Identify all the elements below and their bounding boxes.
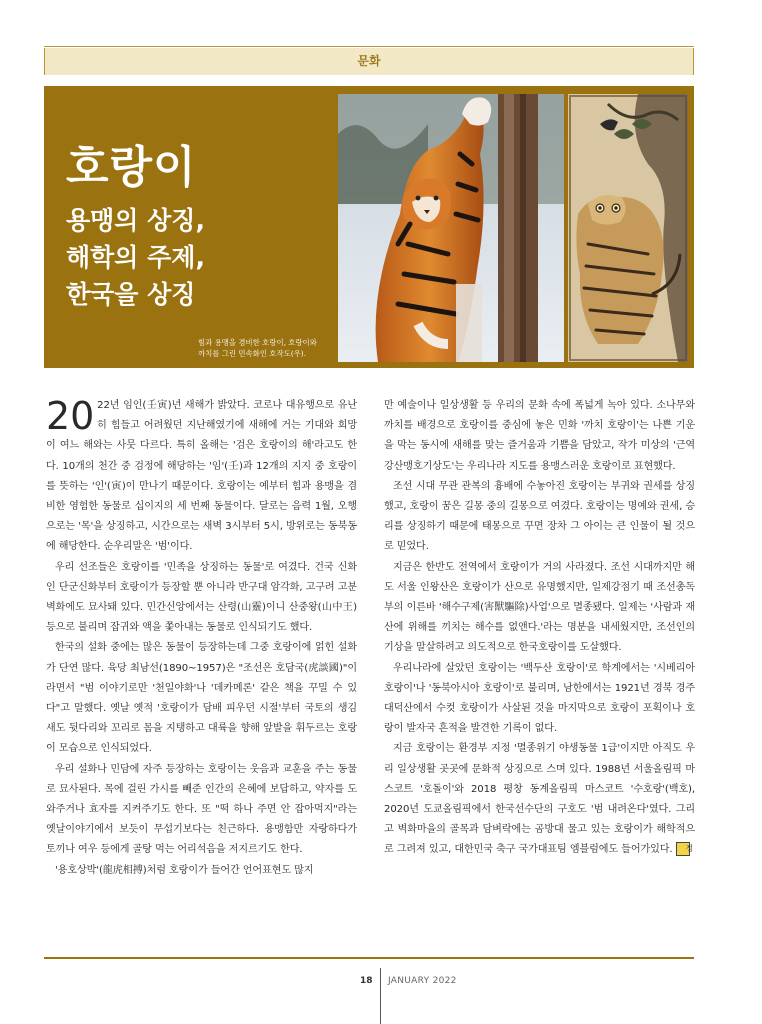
article-paragraph xyxy=(46,396,357,558)
issue-date: JANUARY 2022 xyxy=(388,976,457,986)
article-paragraph: 우리 선조들은 호랑이를 '민족을 상징하는 동물'로 여겼다. 건국 신화인 단군신화부터 호랑이가 등장할 뿐 아니라 반구대 암각화, 고구려 고분 벽화에도 묘사돼 있다. 민간신앙에서는 산령(山靈)이니 산중왕(山中王) 등으로 불리며 잡귀와 액을 쫓아내는 동물로 인식되기도 했다. xyxy=(46,561,357,634)
hero-subtitle-line: 한국을 상징 xyxy=(66,280,196,309)
page-number: 18 xyxy=(360,976,373,986)
drop-cap: 20 xyxy=(46,394,95,438)
hero-subtitle xyxy=(66,202,205,313)
footer-divider xyxy=(380,968,381,1024)
article-column-left xyxy=(46,396,357,881)
tiger-magpie-painting-icon xyxy=(568,94,688,362)
paragraph-text: 22년 임인(壬寅)년 새해가 밝았다. 코로나 대유행으로 유난히 힘들고 어려웠던 지난해였기에 새해에 거는 기대와 희망이 여느 해와는 사뭇 다르다. 특히 올해는 '검은 호랑이의 해'라고도 한다. 10개의 천간 중 검정에 해당하는 '임'(壬)과 12개의 지지 중 호랑이를 뜻하는 '인'(寅)이 만나기 때문이다. 호랑이는 예부터 힘과 용맹을 겸비한 영험한 동물로 십이지의 세 번째 동물이다. 달로는 음력 1월, 오행으로는 '목'을 상징하고, 시간으로는 새벽 3시부터 5시, 방위로는 동북동에 해당한다. 순우리말은 '범'이다. xyxy=(46,400,357,553)
photo-caption-line: 힘과 용맹을 겸비한 호랑이, 호랑이와 xyxy=(198,338,317,347)
photo-caption xyxy=(198,337,338,359)
article-paragraph: 지금은 한반도 전역에서 호랑이가 거의 사라졌다. 조선 시대까지만 해도 서울 인왕산은 호랑이가 산으로 유명했지만, 일제강점기 때 조선총독부의 이른바 '해수구제(害獸驅除)사업'으로 멸종됐다. 일제는 '사람과 재산에 위해를 끼치는 해수를 없앤다.'라는 명분을 내세웠지만, 조선인의 기상을 말살하려고 의도적으로 한국호랑이를 도살했다. xyxy=(384,561,695,654)
article-paragraph xyxy=(384,739,695,860)
end-mark-icon: 정 xyxy=(676,842,690,856)
article-paragraph: '용호상박'(龍虎相搏)처럼 호랑이가 들어간 언어표현도 많지 xyxy=(55,864,314,876)
article-column-right xyxy=(384,396,695,861)
bottom-rule xyxy=(44,957,694,959)
article-paragraph: 만 예술이나 일상생활 등 우리의 문화 속에 폭넓게 녹아 있다. 소나무와 까치를 배경으로 호랑이를 중심에 놓은 민화 '까치 호랑이'는 나쁜 기운을 막는 동시에 새해를 맞는 즐거움과 기쁨을 담았고, 작가 미상의 '근역강산맹호기상도'는 우리나라 지도를 용맹스러운 호랑이로 표현했다. xyxy=(384,400,695,472)
hero-title: 호랑이 xyxy=(66,142,197,193)
article-paragraph: 우리나라에 살았던 호랑이는 '백두산 호랑이'로 학계에서는 '시베리아 호랑이'나 '동북아시아 호랑이'로 불리며, 남한에서는 1921년 경북 경주 대덕산에서 수컷 호랑이가 사살된 것을 마지막으로 호랑이 포획이나 호랑이 발자국 흔적을 발견한 기록이 없다. xyxy=(384,662,695,735)
article-paragraph: 우리 설화나 민담에 자주 등장하는 호랑이는 웃음과 교훈을 주는 동물로 묘사된다. 목에 걸린 가시를 빼준 인간의 은혜에 보답하고, 약자를 도와주거나 효자를 지켜주기도 한다. 또 "떡 하나 주면 안 잡아먹지"라는 옛날이야기에서 보듯이 무섭기보다는 친근하다. 용맹함만 자랑하다가 토끼나 여우 등에게 골탕 먹는 어리석음을 저지르기도 한다. xyxy=(46,763,357,856)
hero-subtitle-line: 용맹의 상징, xyxy=(66,206,205,235)
top-rule xyxy=(44,46,694,47)
hero-subtitle-line: 해학의 주제, xyxy=(66,243,205,272)
article-paragraph: 조선 시대 무관 관복의 흉배에 수놓아진 호랑이는 부귀와 권세를 상징했고, 호랑이 꿈은 길몽 중의 길몽으로 여겼다. 호랑이는 명예와 권세, 승리를 상징하기 때문에 태몽으로 꾸면 장차 그 아이는 큰 인물이 될 것으로 믿었다. xyxy=(384,480,695,553)
tiger-photo-icon xyxy=(338,94,564,362)
photo-caption-line: 까치를 그린 민속화인 호작도(우). xyxy=(198,349,306,358)
paragraph-text: 지금 호랑이는 환경부 지정 '멸종위기 야생동물 1급'이지만 아직도 우리 일상생활 곳곳에 문화적 상징으로 스며 있다. 1988년 서울올림픽 마스코트 '호돌이'와 2018 평창 동계올림픽 마스코트 '수호랑'(백호), 2020년 도쿄올림픽에서 한국선수단의 구호도 '범 내려온다'였다. 그리고 벽화마을의 골목과 담벼락에는 곰방대 물고 있는 호랑이가 해학적으로 그려져 있고, 대한민국 축구 국가대표팀 엠블럼에도 들어가있다. xyxy=(384,743,695,856)
article-paragraph: 한국의 설화 중에는 많은 동물이 등장하는데 그중 호랑이에 얽힌 설화가 단연 많다. 육당 최남선(1890~1957)은 "조선은 호담국(虎談國)"이라면서 "범 이야기로만 '천일야화'나 '데카메론' 같은 책을 꾸밀 수 있다"고 말했다. 옛날 옛적 '호랑이가 담배 피우던 시절'부터 국토의 생김새도 뒷다리와 꼬리로 몸을 지탱하고 대륙을 향해 앞발을 휘두르는 호랑이 모습으로 인식되었다. xyxy=(46,642,357,755)
section-label: 문화 xyxy=(44,48,694,75)
hero-banner xyxy=(44,86,694,368)
